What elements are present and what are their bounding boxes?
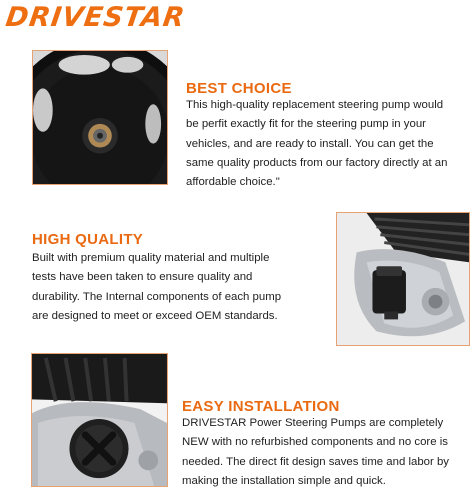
pump-cap-photo [31, 353, 168, 487]
section-title-high-quality: HIGH QUALITY [32, 231, 144, 248]
section-title-easy-installation: EASY INSTALLATION [182, 398, 340, 415]
pump-cap-illustration [32, 354, 167, 486]
brand-logo: DRIVESTAR [3, 2, 188, 33]
pump-fitting-photo [336, 212, 470, 346]
section-body-high-quality: Built with premium quality material and multiple tests have been taken to ensure quality and durability. The Internal components of each pump are designed to meet or exceed OEM standards. [32, 252, 282, 322]
section-body-best-choice: This high-quality replacement steering pump would be perfit exactly fit for the steering pump in your vehicles, and are ready to install. You can get the same quality products from our factory directly at an affordable choice." [186, 99, 448, 189]
pump-fitting-illustration [337, 213, 469, 345]
section-title-best-choice: BEST CHOICE [186, 80, 292, 97]
pulley-closeup-photo [32, 50, 168, 185]
pulley-illustration [33, 51, 167, 184]
section-body-easy-installation: DRIVESTAR Power Steering Pumps are completely NEW with no refurbished components and no core is needed. The direct fit design saves time and labor by making the installation simple and quick. [182, 417, 449, 487]
